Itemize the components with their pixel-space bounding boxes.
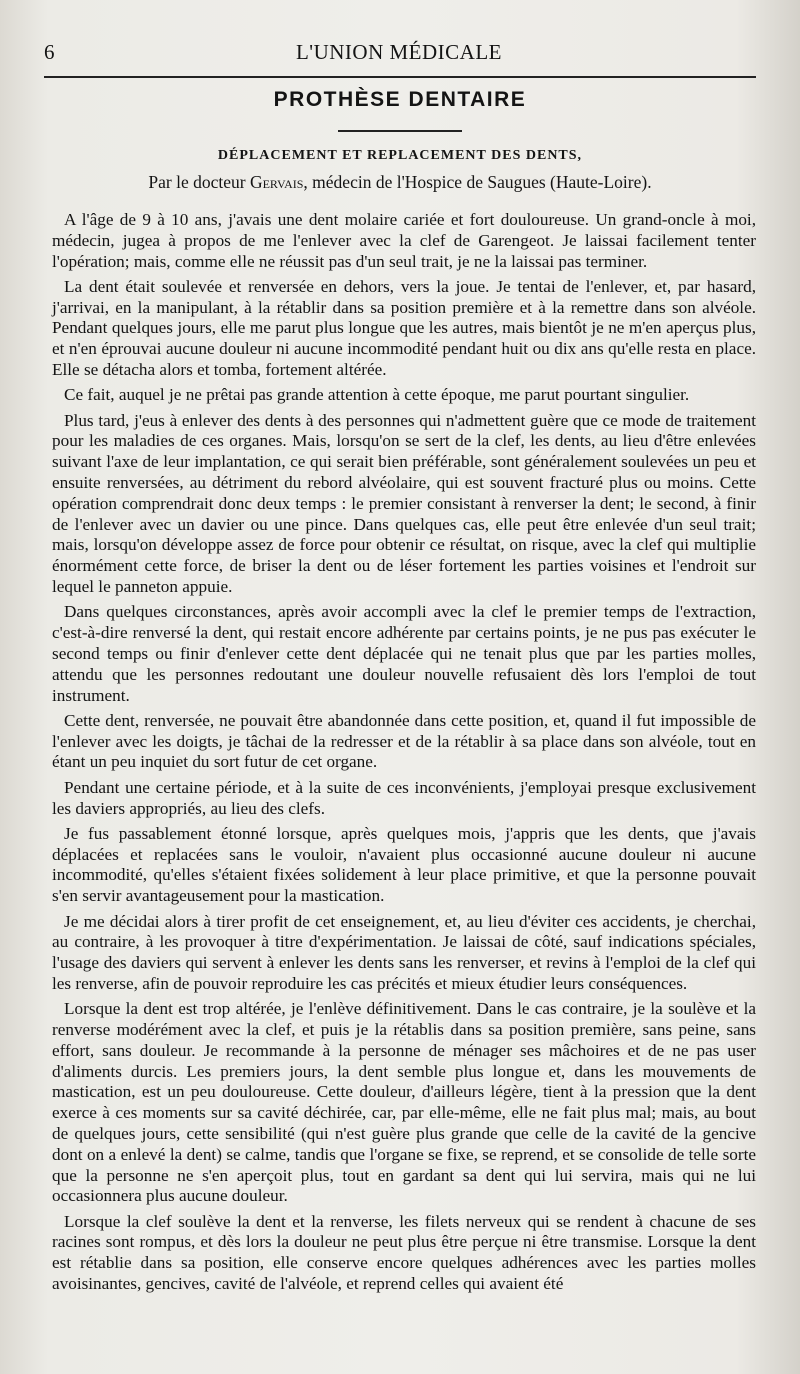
paragraph-6: Cette dent, renversée, ne pouvait être abandonnée dans cette position, et, quand il fut impossible de l'enlever avec les doigts, je tâchai de la redresser et de la rétablir à sa place dans son alvéole, tout en étant un peu inquiet du sort futur de cet organe.	[52, 710, 756, 772]
page-number: 6	[44, 40, 55, 64]
paragraph-9: Je me décidai alors à tirer profit de cet enseignement, et, au lieu d'éviter ces accidents, je cherchai, au contraire, à les provoquer à titre d'expérimentation. Je laissai de côté, sauf indications spéciales, l'usage des daviers qui servent à enlever les dents sans les renverser, et revins à l'emploi de la clef qui les renverse, afin de pouvoir reproduire les cas précités et mieux étudier leurs conséquences.	[52, 911, 756, 993]
article-subtitle: DÉPLACEMENT ET REPLACEMENT DES DENTS,	[217, 148, 583, 163]
paragraph-11: Lorsque la clef soulève la dent et la renverse, les filets nerveux qui se rendent à chacune de ses racines sont rompus, et dès lors la douleur ne peut plus être perçue ni être transmise. Lorsque la dent est rétablie dans sa position, elle conserve encore quelques adhérences avec les parties molles avoisinantes, gencives, cavité de l'alvéole, et reprend celles qui avaient été	[52, 1211, 756, 1294]
paragraph-1: A l'âge de 9 à 10 ans, j'avais une dent molaire cariée et fort douloureuse. Un grand-oncle à moi, médecin, jugea à propos de me l'enlever avec la clef de Garengeot. Je laissai facilement tenter l'opération; mais, comme elle ne réussit pas d'un seul trait, je ne la laissai pas terminer.	[52, 210, 756, 271]
byline-prefix: Par le docteur	[148, 172, 250, 192]
title-rule	[338, 130, 462, 132]
paragraph-8: Je fus passablement étonné lorsque, après quelques mois, j'appris que les dents, que j'avais déplacées et replacées sans le vouloir, n'avaient plus occasionné aucune douleur ni aucune incommodité, qu'elles s'étaient fixées solidement à leur place primitive, et que la personne pouvait s'en servir avantageusement pour la mastication.	[52, 823, 756, 906]
paragraph-5: Dans quelques circonstances, après avoir accompli avec la clef le premier temps de l'extraction, c'est-à-dire renversé la dent, qui restait encore adhérente par certains points, je ne pus pas exécuter le second temps ou finir d'enlever cette dent déplacée qui ne tenait plus que par les parties molles, attendu que les personnes redoutant une douleur nouvelle refusaient dès lors l'emploi de tout instrument.	[52, 602, 756, 705]
paragraph-10: Lorsque la dent est trop altérée, je l'enlève définitivement. Dans le cas contraire, je la soulève et la renverse modérément avec la clef, et puis je la rétablis dans sa position première, sans peine, sans effort, sans douleur. Je recommande à la personne de ménager ses mâchoires et de ne pas user d'aliments durcis. Les premiers jours, la dent semble plus longue et, dans les mouvements de mastication, est un peu douloureuse. Cette douleur, d'ailleurs légère, tient à la pression que la dent exerce à ces moments sur sa cavité déchirée, car, par elle-même, elle ne fait plus mal; mais, au bout de quelques jours, cette sensibilité (qui n'est guère plus grande que celle de la cavité de la gencive dont on a enlevé la dent) se calme, tandis que l'organe se fixe, se reprend, et se consolide de telle sorte que la personne ne s'en aperçoit plus, tout en gardant sa dent qui lui servira, mais qui ne lui occasionnera plus aucune douleur.	[52, 999, 756, 1206]
paragraph-4: Plus tard, j'eus à enlever des dents à des personnes qui n'admettent guère que ce mode de traitement pour les maladies de ces organes. Mais, lorsqu'on se sert de la clef, les dents, au lieu d'être enlevées suivant l'axe de leur implantation, ce qui serait bien préférable, sont généralement soulevées un peu et ensuite renversées, au détriment du rebord alvéolaire, qui est souvent fracturé plus ou moins. Cette opération comprendrait donc deux temps : le premier consistant à renverser la dent; le second, à finir de l'enlever avec un davier ou une pince. Dans quelques cas, elle peut être enlevée d'un seul trait; mais, lorsqu'on développe assez de force pour obtenir ce résultat, on risque, avec la clef qui multiplie énormément cette force, de briser la dent ou de léser fortement les parties voisines et l'endroit sur lequel le panneton appuie.	[52, 410, 756, 597]
paragraph-7: Pendant une certaine période, et à la suite de ces inconvénients, j'employai presque exclusivement les daviers appropriés, au lieu des clefs.	[52, 777, 756, 818]
journal-title: L'UNION MÉDICALE	[295, 40, 502, 64]
paragraph-3: Ce fait, auquel je ne prêtai pas grande attention à cette époque, me parut pourtant singulier.	[64, 385, 690, 405]
paragraph-2: La dent était soulevée et renversée en dehors, vers la joue. Je tentai de l'enlever, et, par hasard, j'arrivai, en la manipulant, à la rétablir dans sa position première et à la remettre dans son alvéole. Pendant quelques jours, elle me parut plus longue que les autres, mais bientôt je ne m'en aperçus plus, et n'en éprouvai aucune douleur ni aucune incommodité pendant huit ou dix ans qu'elle resta en place. Elle se détacha alors et tomba, fortement altérée.	[52, 276, 756, 380]
author-name: Gervais	[249, 172, 304, 192]
header-rule	[44, 76, 756, 78]
section-title: PROTHÈSE DENTAIRE	[273, 88, 527, 111]
byline-suffix: , médecin de l'Hospice de Saugues (Haute-Loire).	[303, 172, 652, 192]
article-body	[52, 210, 756, 1299]
running-header	[44, 40, 754, 70]
article-byline	[0, 172, 800, 193]
